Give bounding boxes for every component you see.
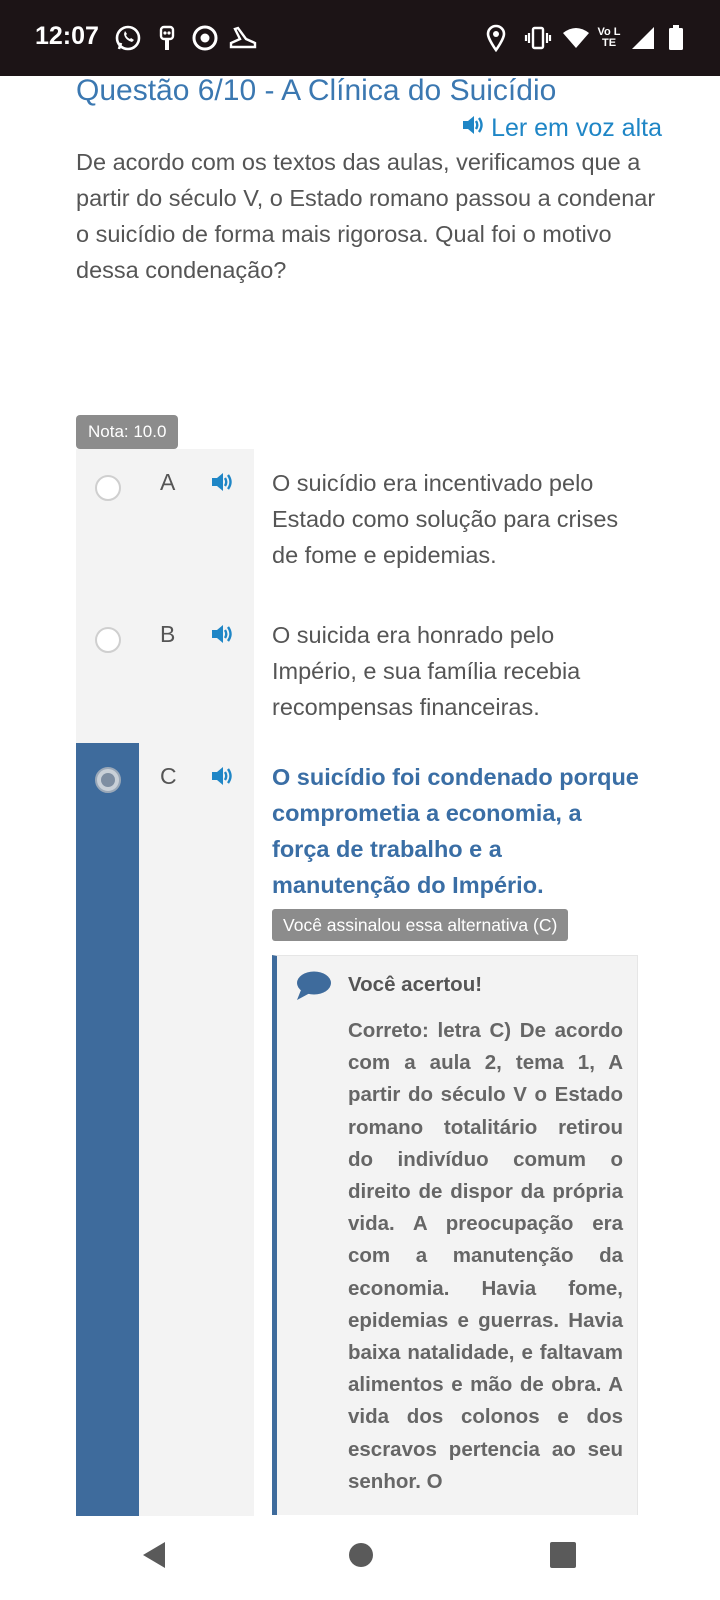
vibrate-icon bbox=[524, 22, 552, 54]
selected-indicator-bar bbox=[76, 743, 139, 1516]
option-b-letter: B bbox=[160, 621, 176, 647]
recents-icon[interactable] bbox=[550, 1542, 576, 1573]
volte-icon bbox=[596, 22, 622, 54]
option-c-radio[interactable] bbox=[95, 767, 121, 793]
option-c-letter: C bbox=[160, 763, 177, 789]
comment-icon bbox=[295, 970, 333, 1007]
option-a-letter: A bbox=[160, 469, 176, 495]
status-bar bbox=[0, 0, 720, 76]
home-icon[interactable] bbox=[348, 1542, 374, 1573]
option-a-radio[interactable] bbox=[95, 475, 121, 501]
option-c-speaker-icon[interactable] bbox=[210, 765, 236, 792]
option-b-radio[interactable] bbox=[95, 627, 121, 653]
whatsapp-icon bbox=[114, 22, 142, 54]
wifi-icon bbox=[562, 22, 590, 54]
signal-icon bbox=[630, 22, 656, 54]
question-title: Questão 6/10 - A Clínica do Suicídio bbox=[76, 76, 557, 107]
option-b[interactable] bbox=[76, 601, 661, 743]
feedback-text: Correto: letra C) De acordo com a aula 2, tema 1, A partir do século V o Estado romano totalitário retirou do indivíduo comum o direito de dispor da própria vida. A preocupação era com a manutenção da economia. Havia fome, epidemias e guerras. Havia baixa natalidade, e faltavam alimentos e mão de obra. A vida dos colonos e dos escravos pertencia ao seu senhor. O bbox=[348, 1019, 623, 1493]
read-aloud-button[interactable] bbox=[461, 114, 662, 143]
feedback-title: Você acertou! bbox=[348, 973, 483, 996]
battery-icon bbox=[668, 22, 684, 54]
clock: 12:07 bbox=[35, 22, 99, 50]
option-a-speaker-icon[interactable] bbox=[210, 471, 236, 498]
location-icon bbox=[486, 22, 506, 54]
volte-label: Vo LTE bbox=[597, 26, 621, 49]
navigation-bar bbox=[0, 1516, 720, 1600]
grade-badge: Nota: 10.0 bbox=[76, 415, 178, 449]
speaker-icon bbox=[461, 114, 485, 143]
assistant-icon bbox=[158, 22, 176, 54]
option-c[interactable] bbox=[76, 743, 661, 1516]
feedback-box bbox=[272, 955, 638, 1515]
selected-answer-badge: Você assinalou essa alternativa (C) bbox=[272, 909, 568, 941]
option-a[interactable] bbox=[76, 449, 661, 601]
option-a-text: O suicídio era incentivado pelo Estado como solução para crises de fome e epidemias. bbox=[272, 470, 619, 568]
option-b-speaker-icon[interactable] bbox=[210, 623, 236, 650]
option-c-text: O suicídio foi condenado porque comprometia a economia, a força de trabalho e a manutenção do Império. bbox=[272, 764, 639, 898]
option-b-text: O suicida era honrado pelo Império, e sua família recebia recompensas financeiras. bbox=[272, 622, 581, 720]
question-text: De acordo com os textos das aulas, verificamos que a partir do século V, o Estado romano passou a condenar o suicídio de forma mais rigorosa. Qual foi o motivo dessa condenação? bbox=[76, 149, 656, 283]
read-aloud-label: Ler em voz alta bbox=[491, 114, 662, 142]
back-icon[interactable] bbox=[140, 1540, 168, 1575]
question-page bbox=[0, 76, 720, 1516]
chrome-icon bbox=[192, 22, 218, 54]
app-shoe-icon bbox=[228, 22, 258, 54]
